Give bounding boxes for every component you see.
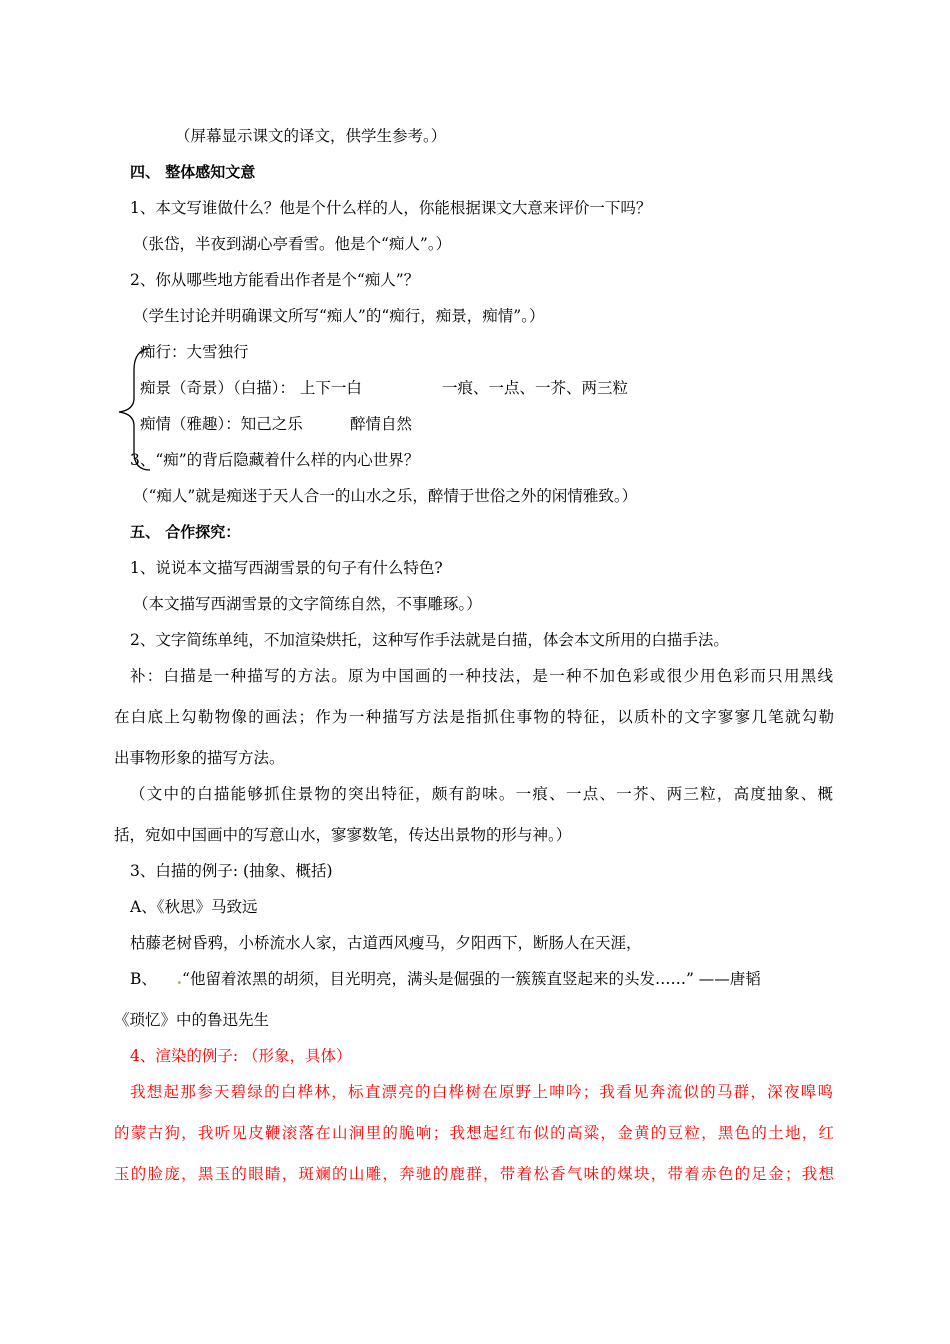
supplement-line-1: 补：白描是一种描写的方法。原为中国画的一种技法，是一种不加色彩或很少用色彩而只用黑线 (130, 667, 833, 685)
answer-3: （“痴人”就是痴迷于天人合一的山水之乐，醉情于世俗之外的闲情雅致。） (133, 487, 638, 505)
example-b-line-1 (130, 969, 761, 989)
chi-jing: 痴景（奇景）（白描）： 上下一白 (140, 379, 362, 397)
xuanran-examples-heading: 4、渲染的例子: （形象，具体） (130, 1047, 352, 1065)
question-3: 3、“痴”的背后隐藏着什么样的内心世界？ (130, 451, 420, 469)
baimiao-note-line-1: （文中的白描能够抓住景物的突出特征，颇有韵味。一痕、一点、一芥、两三粒，高度抽象、概 (130, 785, 833, 803)
explore-answer-1: （本文描写西湖雪景的文字简练自然，不事雕琢。） (133, 595, 482, 613)
baimiao-examples-heading: 3、白描的例子: (抽象、概括) (130, 862, 333, 880)
example-b-dot: . (176, 969, 183, 988)
question-1: 1、本文写谁做什么？他是个什么样的人，你能根据课文大意来评价一下吗？ (130, 199, 652, 217)
chi-qing-detail: 醉情自然 (350, 415, 413, 433)
explore-question-1: 1、说说本文描写西湖雪景的句子有什么特色? (130, 559, 443, 577)
chi-qing: 痴情（雅趣）：知己之乐 (140, 415, 303, 433)
supplement-line-2: 在白底上勾勒物像的画法；作为一种描写方法是指抓住事物的特征，以质朴的文字寥寥几笔就勾勒 (114, 708, 834, 726)
answer-1: （张岱，半夜到湖心亭看雪。他是个“痴人”。） (133, 235, 452, 253)
example-b-line-2: 《琐忆》中的鲁迅先生 (114, 1011, 270, 1029)
chi-xing: 痴行：大雪独行 (140, 343, 249, 361)
xuanran-line-3: 玉的脸庞，黑玉的眼睛，斑斓的山雕，奔驰的鹿群，带着松香气味的煤块，带着赤色的足金；我想 (114, 1165, 834, 1183)
supplement-line-3: 出事物形象的描写方法。 (114, 749, 285, 767)
xuanran-line-1: 我想起那参天碧绿的白桦林，标直漂亮的白桦树在原野上呻吟；我看见奔流似的马群，深夜嗥鸣 (130, 1083, 833, 1101)
chi-jing-detail: 一痕、一点、一芥、两三粒 (442, 379, 629, 397)
example-b-quote: “他留着浓黑的胡须，目光明亮，满头是倔强的一簇簇直竖起来的头发……” ——唐韬 (182, 970, 761, 988)
baimiao-note-line-2: 括，宛如中国画中的写意山水，寥寥数笔，传达出景物的形与神。） (114, 826, 572, 844)
translation-note: （屏幕显示课文的译文，供学生参考。） (175, 127, 447, 145)
example-a-text: 枯藤老树昏鸦，小桥流水人家，古道西风瘦马，夕阳西下，断肠人在天涯， (130, 934, 642, 952)
section-heading-4: 四、 整体感知文意 (130, 163, 256, 181)
example-b-prefix: B、 (130, 970, 157, 988)
answer-2: （学生讨论并明确课文所写“痴人”的“痴行，痴景，痴情”。） (133, 307, 545, 325)
xuanran-line-2: 的蒙古狗，我听见皮鞭滚落在山涧里的脆响；我想起红布似的高粱，金黄的豆粒，黑色的土地，红 (114, 1124, 834, 1142)
example-a-title: A、《秋思》马致远 (130, 898, 258, 916)
section-heading-5: 五、 合作探究： (130, 523, 241, 541)
explore-question-2: 2、文字简练单纯，不加渲染烘托，这种写作手法就是白描，体会本文所用的白描手法。 (130, 631, 729, 649)
question-2: 2、你从哪些地方能看出作者是个“痴人”？ (130, 271, 420, 289)
